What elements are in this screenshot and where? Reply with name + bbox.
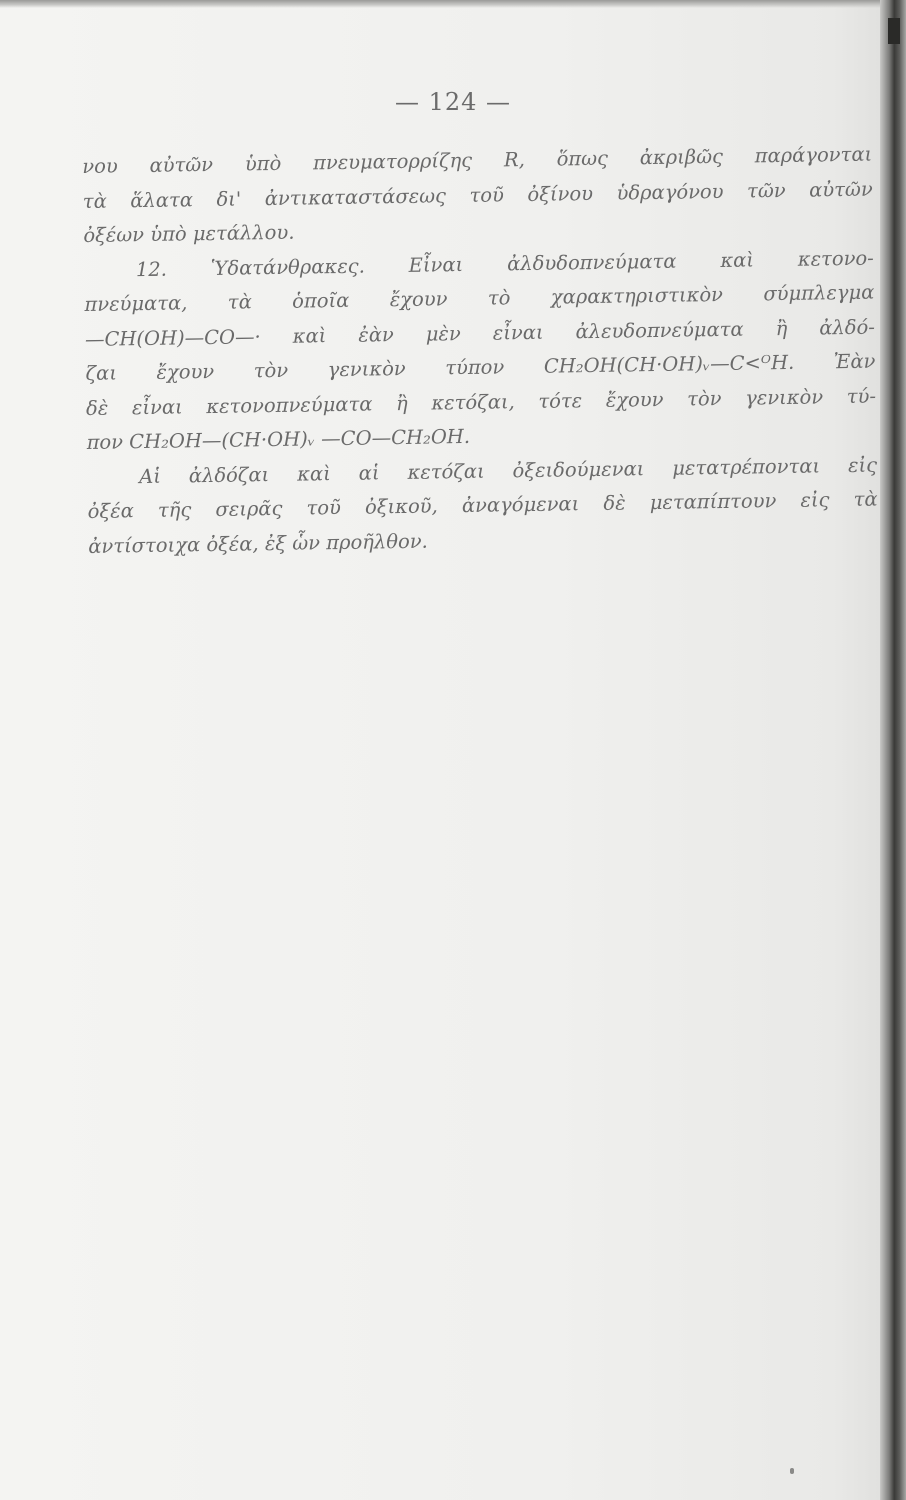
body-text [82,138,878,564]
text-line-4: 12. Ὑδατάνθρακες. Εἶναι ἀλδυδοπνεύματα καὶ κετονο- [135,246,874,281]
speck [790,1468,794,1474]
text-line-5: πνεύματα, τὰ ὁποῖα ἔχουν τὸ χαρακτηριστικὸν σύμπλεγμα [84,280,875,316]
page-top-edge [0,0,880,8]
page-number: — 124 — [394,88,512,116]
text-line-2: τὰ ἅλατα δι' ἀντικαταστάσεως τοῦ ὀξίνου ὑδραγόνου τῶν αὐτῶν [82,177,873,213]
text-line-9: πον CH₂OH—(CH·OH)ᵥ —CO—CH₂OH. [86,424,471,454]
text-line-1: νου αὐτῶν ὑπὸ πνευματορρίζης R, ὅπως ἀκριβῶς παράγονται [82,142,873,178]
text-line-3: ὀξέων ὑπὸ μετάλλου. [83,220,295,247]
text-line-7: ζαι ἔχουν τὸν γενικὸν τύπον CH₂OH(CH·OH)ᵥ—C<ᴼH. Ἐὰν [85,349,876,385]
text-line-8: δὲ εἶναι κετονοπνεύματα ἢ κετόζαι, τότε ἔχουν τὸν γενικὸν τύ- [85,384,877,420]
binding-mark [888,18,900,44]
book-binding-edge [880,0,906,1500]
text-line-6: —CH(OH)—CO—· καὶ ἐὰν μὲν εἶναι ἀλευδοπνεύματα ἢ ἀλδό- [84,315,876,351]
text-line-12: ἀντίστοιχα ὀξέα, ἐξ ὧν προῆλθον. [88,529,428,558]
text-line-11: ὀξέα τῆς σειρᾶς τοῦ ὀξικοῦ, ἀναγόμεναι δὲ μεταπίπτουν εἰς τὰ [87,487,878,523]
text-line-10: Αἱ ἀλδόζαι καὶ αἱ κετόζαι ὀξειδούμεναι μετατρέπονται εἰς [138,453,878,488]
